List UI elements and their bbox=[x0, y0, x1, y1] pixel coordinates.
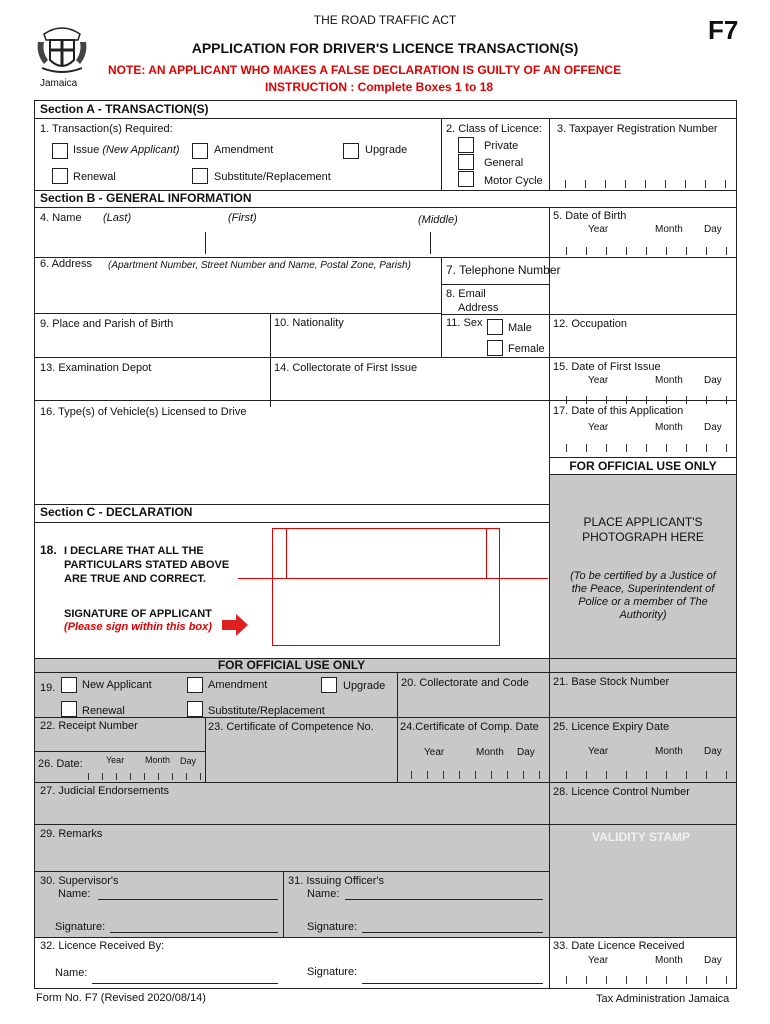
supervisor-signature-input[interactable] bbox=[110, 932, 278, 933]
cert-note-1: (To be certified by a Justice of bbox=[570, 570, 716, 582]
address-input[interactable] bbox=[40, 274, 435, 312]
field-4-label: 4. Name bbox=[40, 212, 82, 224]
agency-name: Tax Administration Jamaica bbox=[596, 993, 730, 1005]
supervisor-name-input[interactable] bbox=[98, 899, 278, 900]
cert-note-3: Police or a member of The bbox=[578, 596, 708, 608]
vehicle-types-input[interactable] bbox=[40, 422, 545, 502]
arrow-right-icon bbox=[222, 614, 248, 636]
received-signature-input[interactable] bbox=[362, 983, 543, 984]
middle-name-hint: (Middle) bbox=[418, 214, 458, 226]
expiry-date-input[interactable] bbox=[566, 771, 726, 781]
field-14-label: 14. Collectorate of First Issue bbox=[274, 362, 418, 374]
date-26-day-label: Day bbox=[180, 756, 197, 766]
field-18-number: 18. bbox=[40, 543, 57, 557]
official-amendment-checkbox[interactable] bbox=[187, 677, 203, 693]
field-10-label: 10. Nationality bbox=[274, 317, 344, 329]
female-checkbox[interactable] bbox=[487, 340, 503, 356]
upgrade-checkbox[interactable] bbox=[343, 143, 359, 159]
dob-input[interactable] bbox=[566, 247, 726, 257]
instruction-text: INSTRUCTION : Complete Boxes 1 to 18 bbox=[265, 80, 494, 94]
name-input[interactable] bbox=[40, 210, 545, 256]
section-c-title: Section C - DECLARATION bbox=[40, 505, 193, 519]
officer-signature-input[interactable] bbox=[362, 932, 543, 933]
official-renewal-checkbox[interactable] bbox=[61, 701, 77, 717]
motor-cycle-label: Motor Cycle bbox=[484, 175, 543, 187]
declaration-line-1: I DECLARE THAT ALL THE bbox=[64, 545, 204, 557]
motor-cycle-checkbox[interactable] bbox=[458, 171, 474, 187]
field-3-label: 3. Taxpayer Registration Number bbox=[557, 123, 718, 135]
signature-box[interactable] bbox=[272, 528, 500, 646]
substitute-checkbox[interactable] bbox=[192, 168, 208, 184]
signature-label: SIGNATURE OF APPLICANT bbox=[64, 608, 212, 620]
field-23-label: 23. Certificate of Competence No. bbox=[208, 721, 374, 733]
act-title: THE ROAD TRAFFIC ACT bbox=[313, 13, 457, 27]
photo-area[interactable] bbox=[552, 478, 734, 654]
field-16-label: 16. Type(s) of Vehicle(s) Licensed to Drive bbox=[40, 406, 247, 418]
field-7-label: 7. Telephone Number bbox=[446, 263, 561, 277]
field-1-label: 1. Transaction(s) Required: bbox=[40, 123, 173, 135]
dob-day-label: Day bbox=[704, 224, 722, 235]
official-use-title-top: FOR OFFICIAL USE ONLY bbox=[569, 459, 717, 473]
officer-name-input[interactable] bbox=[345, 899, 543, 900]
renewal-label: Renewal bbox=[73, 171, 116, 183]
official-substitute-label: Substitute/Replacement bbox=[208, 705, 325, 717]
first-issue-day-label: Day bbox=[704, 375, 722, 386]
female-label: Female bbox=[508, 343, 545, 355]
page-title: APPLICATION FOR DRIVER'S LICENCE TRANSACTION(S) bbox=[191, 40, 579, 56]
received-name-input[interactable] bbox=[92, 983, 278, 984]
field-17-label: 17. Date of this Application bbox=[553, 405, 684, 417]
general-label: General bbox=[484, 157, 524, 169]
field-9-label: 9. Place and Parish of Birth bbox=[40, 318, 174, 330]
official-amendment-label: Amendment bbox=[208, 679, 268, 691]
received-month-label: Month bbox=[655, 955, 683, 966]
field-26-label: 26. Date: bbox=[38, 758, 83, 770]
cert-month-label: Month bbox=[476, 747, 504, 758]
field-32-label: 32. Licence Received By: bbox=[40, 940, 165, 952]
received-date-input[interactable] bbox=[566, 976, 726, 986]
field-21-label: 21. Base Stock Number bbox=[553, 676, 670, 688]
field-15-label: 15. Date of First Issue bbox=[553, 361, 661, 373]
field-19-label: 19. bbox=[40, 682, 56, 694]
field-6-label: 6. Address bbox=[40, 258, 92, 270]
official-upgrade-label: Upgrade bbox=[343, 680, 386, 692]
photo-label-2: PHOTOGRAPH HERE bbox=[582, 530, 704, 544]
section-a-title: Section A - TRANSACTION(S) bbox=[40, 102, 209, 116]
field-8-label-2: Address bbox=[458, 302, 499, 314]
field-33-label: 33. Date Licence Received bbox=[553, 940, 685, 952]
date-26-input[interactable] bbox=[88, 773, 200, 781]
app-day-label: Day bbox=[704, 422, 722, 433]
official-upgrade-checkbox[interactable] bbox=[321, 677, 337, 693]
field-25-label: 25. Licence Expiry Date bbox=[553, 721, 670, 733]
new-applicant-label: New Applicant bbox=[82, 679, 152, 691]
field-30-label: 30. Supervisor's bbox=[40, 875, 119, 887]
warning-note: NOTE: AN APPLICANT WHO MAKES A FALSE DECLARATION IS GUILTY OF AN OFFENCE bbox=[108, 63, 622, 77]
substitute-label: Substitute/Replacement bbox=[214, 171, 331, 183]
renewal-checkbox[interactable] bbox=[52, 168, 68, 184]
field-22-label: 22. Receipt Number bbox=[40, 720, 138, 732]
field-24-label: 24.Certificate of Comp. Date bbox=[400, 721, 539, 733]
last-name-hint: (Last) bbox=[103, 212, 132, 224]
field-11-label: 11. Sex bbox=[446, 317, 483, 329]
photo-label-1: PLACE APPLICANT'S bbox=[583, 515, 703, 529]
declaration-line-2: PARTICULARS STATED ABOVE bbox=[64, 559, 230, 571]
amendment-checkbox[interactable] bbox=[192, 143, 208, 159]
trn-input[interactable] bbox=[565, 180, 725, 190]
male-checkbox[interactable] bbox=[487, 319, 503, 335]
dob-year-label: Year bbox=[588, 224, 609, 235]
address-hint: (Apartment Number, Street Number and Name, Postal Zone, Parish) bbox=[108, 260, 411, 271]
official-substitute-checkbox[interactable] bbox=[187, 701, 203, 717]
app-year-label: Year bbox=[588, 422, 609, 433]
declaration-line-3: ARE TRUE AND CORRECT. bbox=[64, 573, 206, 585]
cert-note-2: the Peace, Superintendent of bbox=[571, 583, 715, 595]
received-name-label: Name: bbox=[55, 967, 88, 979]
section-b-title: Section B - GENERAL INFORMATION bbox=[40, 191, 252, 205]
field-31-label: 31. Issuing Officer's bbox=[288, 875, 385, 887]
first-issue-year-label: Year bbox=[588, 375, 609, 386]
country-label: Jamaica bbox=[40, 78, 78, 89]
field-20-label: 20. Collectorate and Code bbox=[401, 677, 529, 689]
field-5-label: 5. Date of Birth bbox=[553, 210, 627, 222]
field-8-label: 8. Email bbox=[446, 288, 486, 300]
expiry-year-label: Year bbox=[588, 746, 609, 757]
field-12-label: 12. Occupation bbox=[553, 318, 627, 330]
app-month-label: Month bbox=[655, 422, 683, 433]
first-issue-month-label: Month bbox=[655, 375, 683, 386]
validity-stamp: VALIDITY STAMP bbox=[592, 830, 691, 844]
form-number: Form No. F7 (Revised 2020/08/14) bbox=[36, 992, 206, 1004]
dob-month-label: Month bbox=[655, 224, 683, 235]
first-name-hint: (First) bbox=[228, 212, 257, 224]
private-checkbox[interactable] bbox=[458, 137, 474, 153]
officer-signature-label: Signature: bbox=[307, 921, 358, 933]
form-code: F7 bbox=[708, 15, 739, 45]
received-year-label: Year bbox=[588, 955, 609, 966]
field-28-label: 28. Licence Control Number bbox=[553, 786, 690, 798]
supervisor-name-label: Name: bbox=[58, 888, 91, 900]
issue-label: Issue (New Applicant) bbox=[73, 144, 180, 156]
signature-note: (Please sign within this box) bbox=[64, 621, 212, 633]
field-27-label: 27. Judicial Endorsements bbox=[40, 785, 170, 797]
cert-year-label: Year bbox=[424, 747, 445, 758]
official-renewal-label: Renewal bbox=[82, 705, 125, 717]
cert-note-4: Authority) bbox=[619, 609, 667, 621]
official-use-title: FOR OFFICIAL USE ONLY bbox=[217, 658, 366, 672]
field-2-label: 2. Class of Licence: bbox=[446, 123, 542, 135]
officer-name-label: Name: bbox=[307, 888, 340, 900]
amendment-label: Amendment bbox=[214, 144, 274, 156]
private-label: Private bbox=[484, 140, 519, 152]
field-13-label: 13. Examination Depot bbox=[40, 362, 152, 374]
field-29-label: 29. Remarks bbox=[40, 828, 103, 840]
received-day-label: Day bbox=[704, 955, 722, 966]
supervisor-signature-label: Signature: bbox=[55, 921, 106, 933]
issue-checkbox[interactable] bbox=[52, 143, 68, 159]
general-checkbox[interactable] bbox=[458, 154, 474, 170]
cert-date-input[interactable] bbox=[411, 771, 539, 781]
date-26-year-label: Year bbox=[106, 755, 125, 765]
new-applicant-checkbox[interactable] bbox=[61, 677, 77, 693]
received-signature-label: Signature: bbox=[307, 966, 358, 978]
male-label: Male bbox=[508, 322, 532, 334]
upgrade-label: Upgrade bbox=[365, 144, 408, 156]
expiry-day-label: Day bbox=[704, 746, 722, 757]
application-date-input[interactable] bbox=[566, 444, 726, 454]
expiry-month-label: Month bbox=[655, 746, 683, 757]
cert-day-label: Day bbox=[517, 747, 535, 758]
date-26-month-label: Month bbox=[145, 755, 171, 765]
